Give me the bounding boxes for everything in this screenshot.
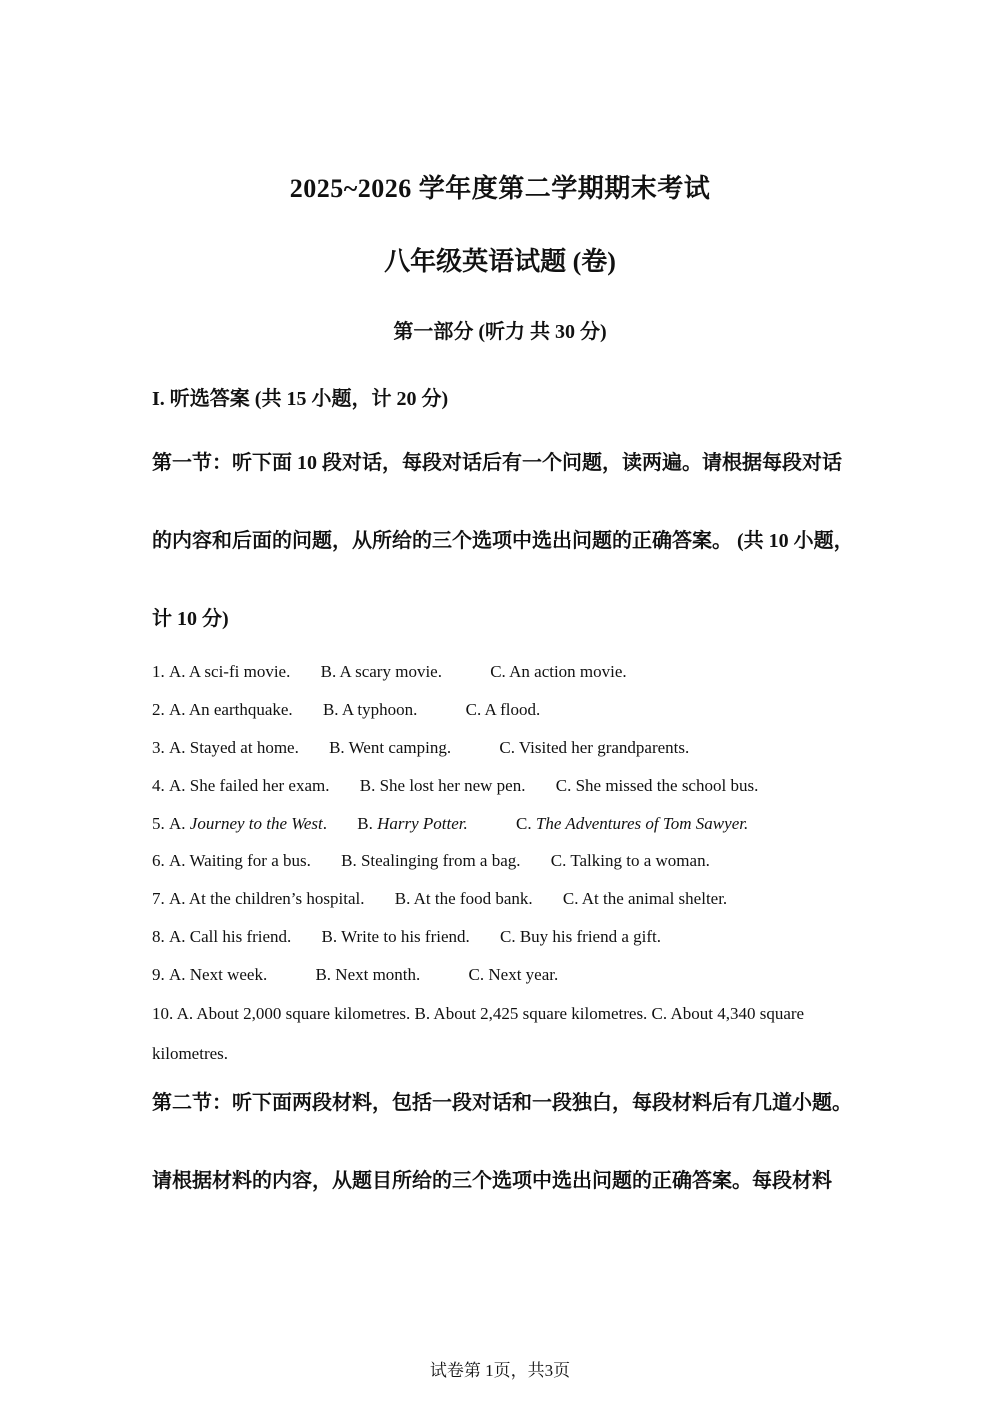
question-number: 1. (152, 662, 165, 681)
section1-instructions (152, 424, 857, 658)
exam-title: 2025~2026 学年度第二学期期末考试 (289, 174, 711, 203)
question-6 (152, 842, 852, 880)
question-number: 2. (152, 699, 165, 719)
book-title: Harry Potter. (377, 813, 468, 833)
option-letter: B. (357, 813, 378, 833)
question-list (152, 653, 852, 1074)
option-b: B. Write to his friend. (321, 927, 470, 947)
option-a: A. Call his friend. (169, 927, 292, 947)
option-b: B. Stealinging from a bag. (341, 851, 521, 871)
question-4 (152, 767, 852, 805)
option-b: B. A typhoon. (322, 699, 418, 719)
option-a: A. Next week. (169, 965, 268, 985)
question-5 (152, 805, 852, 843)
option-a: A. Stayed at home. (169, 737, 299, 757)
part-heading: 第一部分 (听力 共 30 分) (393, 321, 607, 343)
question-10 (152, 994, 852, 1074)
option-b: B. She lost her new pen. (359, 775, 526, 795)
question-1 (152, 653, 852, 691)
question-8 (152, 918, 852, 956)
option-b (357, 805, 468, 843)
option-c: C. At the animal shelter. (562, 889, 728, 909)
option-a (169, 805, 327, 843)
option-c (516, 805, 748, 843)
option-a: A. At the children’s hospital. (169, 889, 365, 909)
question-number: 4. (152, 775, 165, 795)
exam-subtitle: 八年级英语试题 (卷) (384, 247, 616, 276)
option-a: A. An earthquake. (169, 699, 293, 719)
section2-instructions (152, 1064, 857, 1220)
question-number: 3. (152, 737, 165, 757)
instruction-line: 计 10 分) (152, 608, 229, 630)
question-number: 8. (152, 927, 165, 947)
book-title: Journey to the West (189, 813, 323, 833)
option-a: A. She failed her exam. (169, 775, 330, 795)
punctuation: . (322, 813, 328, 833)
option-a: A. Waiting for a bus. (169, 851, 311, 871)
question-number: 6. (152, 851, 165, 871)
question-number: 9. (152, 965, 165, 985)
instruction-line: 第一节：听下面 10 段对话，每段对话后有一个问题，读两遍。请根据每段对话 (152, 452, 842, 474)
option-c: C. She missed the school bus. (555, 775, 759, 795)
instruction-line: 的内容和后面的问题，从所给的三个选项中选出问题的正确答案。 (共 10 小题， (152, 530, 854, 552)
question-number: 5. (152, 813, 165, 833)
question-7 (152, 880, 852, 918)
option-c: C. An action movie. (490, 662, 627, 681)
option-c: C. Buy his friend a gift. (500, 927, 662, 947)
option-b: B. A scary movie. (320, 662, 442, 681)
instruction-line: 第二节：听下面两段材料，包括一段对话和一段独白，每段材料后有几道小题。 (152, 1092, 852, 1114)
option-c: C. A flood. (465, 699, 541, 719)
option-b: B. Next month. (315, 965, 421, 985)
option-b: B. At the food bank. (394, 889, 533, 909)
option-a: A. A sci-fi movie. (169, 662, 291, 681)
option-b: B. Went camping. (329, 737, 452, 757)
question-number: 7. (152, 889, 165, 909)
option-c: C. Visited her grandparents. (499, 737, 690, 757)
question-number: 10. (152, 1004, 174, 1024)
option-letter: A. (169, 813, 190, 833)
option-c: C. Talking to a woman. (550, 851, 710, 871)
question-3 (152, 729, 852, 767)
option-c: C. Next year. (468, 965, 559, 985)
instruction-line: 请根据材料的内容，从题目所给的三个选项中选出问题的正确答案。每段材料 (152, 1170, 832, 1192)
page-footer: 试卷第 1页，共3页 (429, 1361, 571, 1380)
question-2 (152, 691, 852, 729)
section-heading: I. 听选答案 (共 15 小题，计 20 分) (152, 388, 449, 410)
option-letter: C. (516, 813, 536, 833)
book-title: The Adventures of Tom Sawyer. (535, 813, 749, 833)
question-9 (152, 956, 852, 994)
question-options: A. About 2,000 square kilometres. B. About 2,425 square kilometres. C. About 4,340 square kilometres. (152, 1004, 805, 1064)
